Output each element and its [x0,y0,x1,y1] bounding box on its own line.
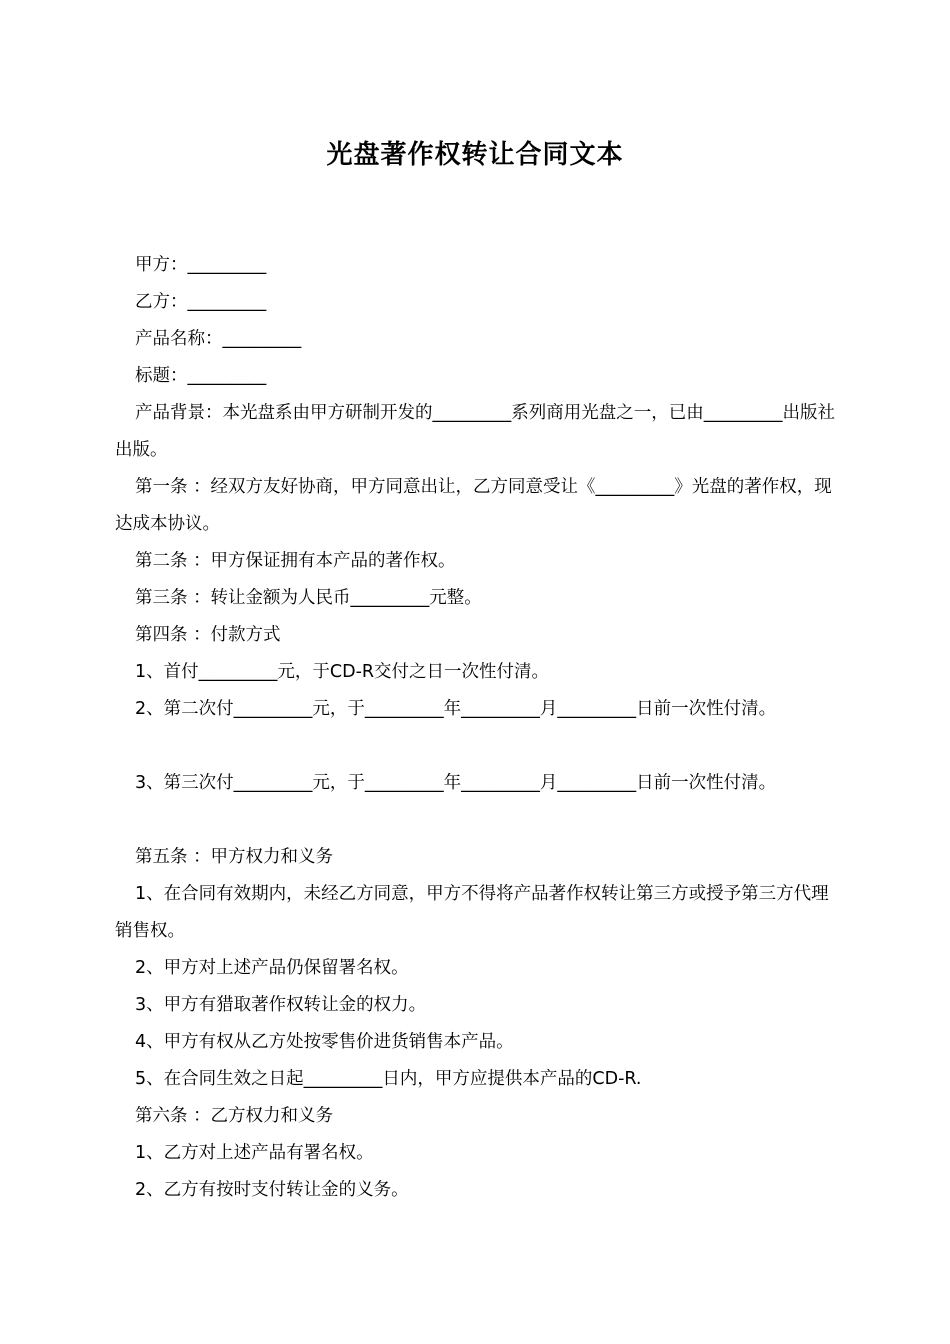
product-background: 产品背景：本光盘系由甲方研制开发的_________系列商用光盘之一，已由_________出版社出版。 [115,403,835,460]
subject-line: 标题：_________ [135,366,267,386]
party-a-line: 甲方：_________ [135,255,267,275]
article-3: 第三条 ：转让金额为人民币_________元整。 [135,588,482,608]
payment-item-3: 3、第三次付_________元，于_________年_________月_________日前一次性付清。 [135,773,777,793]
party-a-duty-3: 3、甲方有猎取著作权转让金的权力。 [135,995,427,1015]
article-1: 第一条 ：经双方友好协商，甲方同意出让，乙方同意受让《_________》光盘的著作权，现达成本协议。 [115,477,832,534]
payment-item-1: 1、首付_________元，于CD-R交付之日一次性付清。 [135,662,550,682]
party-a-duty-1: 1、在合同有效期内，未经乙方同意，甲方不得将产品著作权转让第三方或授予第三方代理销售权。 [115,884,829,941]
party-b-duty-2: 2、乙方有按时支付转让金的义务。 [135,1180,409,1200]
payment-item-2: 2、第二次付_________元，于_________年_________月_________日前一次性付清。 [135,699,777,719]
party-b-duty-1: 1、乙方对上述产品有署名权。 [135,1143,374,1163]
document-body [115,247,837,1209]
document-title: 光盘著作权转让合同文本 [326,140,624,170]
article-4-heading: 第四条 ：付款方式 [135,625,281,645]
party-a-duty-4: 4、甲方有权从乙方处按零售价进货销售本产品。 [135,1032,514,1052]
product-name-line: 产品名称：_________ [135,329,302,349]
party-a-duty-2: 2、甲方对上述产品仍保留署名权。 [135,958,409,978]
article-5-heading: 第五条 ：甲方权力和义务 [135,847,334,867]
article-2: 第二条 ：甲方保证拥有本产品的著作权。 [135,551,456,571]
article-6-heading: 第六条 ：乙方权力和义务 [135,1106,334,1126]
party-a-duty-5: 5、在合同生效之日起_________日内，甲方应提供本产品的CD-R. [135,1069,642,1089]
party-b-line: 乙方：_________ [135,292,267,312]
